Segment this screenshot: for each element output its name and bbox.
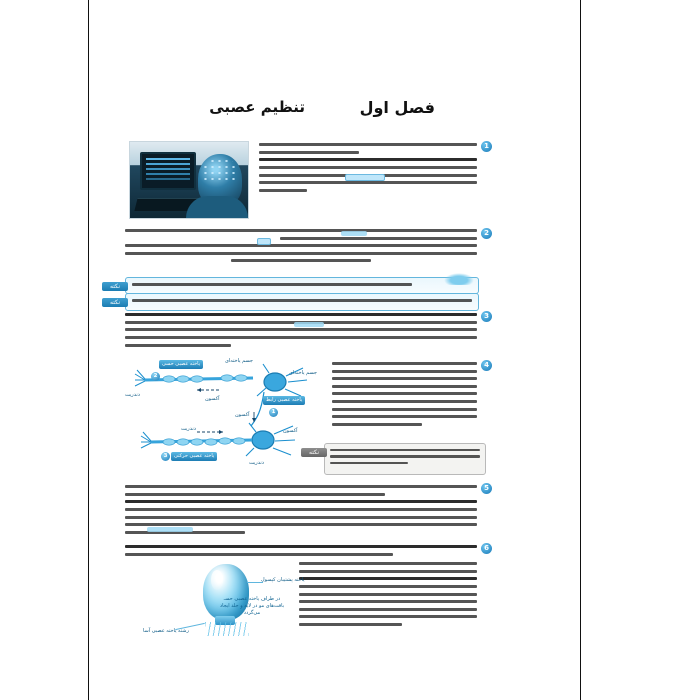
eeg-photo bbox=[129, 141, 249, 219]
note-tag-1: نکته bbox=[102, 282, 128, 291]
bulb-fibers bbox=[205, 622, 249, 636]
page-header bbox=[114, 98, 555, 128]
note-tag-2: نکته bbox=[102, 298, 128, 307]
inline-highlight-4 bbox=[294, 322, 324, 327]
diagram-num-3: 3 bbox=[161, 452, 170, 461]
chapter-title: فصل اول bbox=[359, 98, 435, 117]
diagram-label-axon-terminal: جسم یاخته‌ای bbox=[225, 358, 253, 364]
inline-highlight-5 bbox=[147, 527, 193, 532]
diagram-chip-motor: یاخته عصبی حرکتی bbox=[171, 452, 217, 461]
neuron-diagram bbox=[123, 356, 319, 470]
diagram-label-dendrite-mid: دندریت bbox=[181, 426, 196, 432]
monitor-icon bbox=[140, 152, 196, 190]
diagram-label-soma-bottom: آکسون bbox=[283, 428, 298, 434]
diagram-num-1: 1 bbox=[269, 408, 278, 417]
note-box-2 bbox=[109, 293, 479, 311]
note-ribbon-icon bbox=[444, 273, 474, 285]
note-tag-3: نکته bbox=[301, 448, 327, 457]
page-spine-right bbox=[580, 0, 581, 700]
section-bullet-5[interactable]: 5 bbox=[481, 483, 492, 494]
paragraph-6b bbox=[299, 562, 477, 631]
diagram-label-dendrite-top: دندریت bbox=[125, 392, 140, 398]
diagram-num-2: 2 bbox=[151, 372, 160, 381]
diagram-label-soma-top: جسم یاخته‌ای bbox=[289, 370, 317, 376]
paragraph-3 bbox=[125, 313, 477, 351]
diagram-label-axon-lower: آکسون bbox=[235, 412, 250, 418]
inline-highlight-3 bbox=[257, 238, 271, 245]
paragraph-2 bbox=[125, 229, 477, 267]
section-bullet-2[interactable]: 2 bbox=[481, 228, 492, 239]
section-bullet-4[interactable]: 4 bbox=[481, 360, 492, 371]
section-bullet-1[interactable]: 1 bbox=[481, 141, 492, 152]
note-box-3 bbox=[308, 443, 486, 475]
diagram-label-dendrite-bot: دندریت bbox=[249, 460, 264, 466]
shoulder-shape bbox=[186, 196, 248, 218]
section-bullet-3[interactable]: 3 bbox=[481, 311, 492, 322]
diagram-label-axon-mid: آکسون bbox=[205, 396, 220, 402]
paragraph-1 bbox=[259, 143, 477, 196]
inline-highlight-2 bbox=[341, 231, 367, 236]
page-sheet bbox=[89, 0, 580, 700]
bulb-label-fiber: رشته یاخته عصبی آسا bbox=[143, 628, 189, 634]
bulb-label-capsule: یاخته پشتیبان کپسول bbox=[261, 577, 305, 583]
diagram-chip-sensory: یاخته عصبی حسی bbox=[159, 360, 203, 369]
section-bullet-6[interactable]: 6 bbox=[481, 543, 492, 554]
diagram-chip-interneuron: یاخته عصبی رابط bbox=[263, 396, 305, 405]
inline-highlight-1 bbox=[345, 174, 385, 181]
paragraph-4 bbox=[332, 362, 477, 430]
topic-title: تنظیم عصبی bbox=[209, 98, 305, 116]
illustration-margin-note: در طراف یاخته عصبی حسـ بافت‌های مو در لایه و جلد ایجاد می‌گردد bbox=[219, 596, 285, 616]
note-box-1 bbox=[109, 277, 479, 294]
